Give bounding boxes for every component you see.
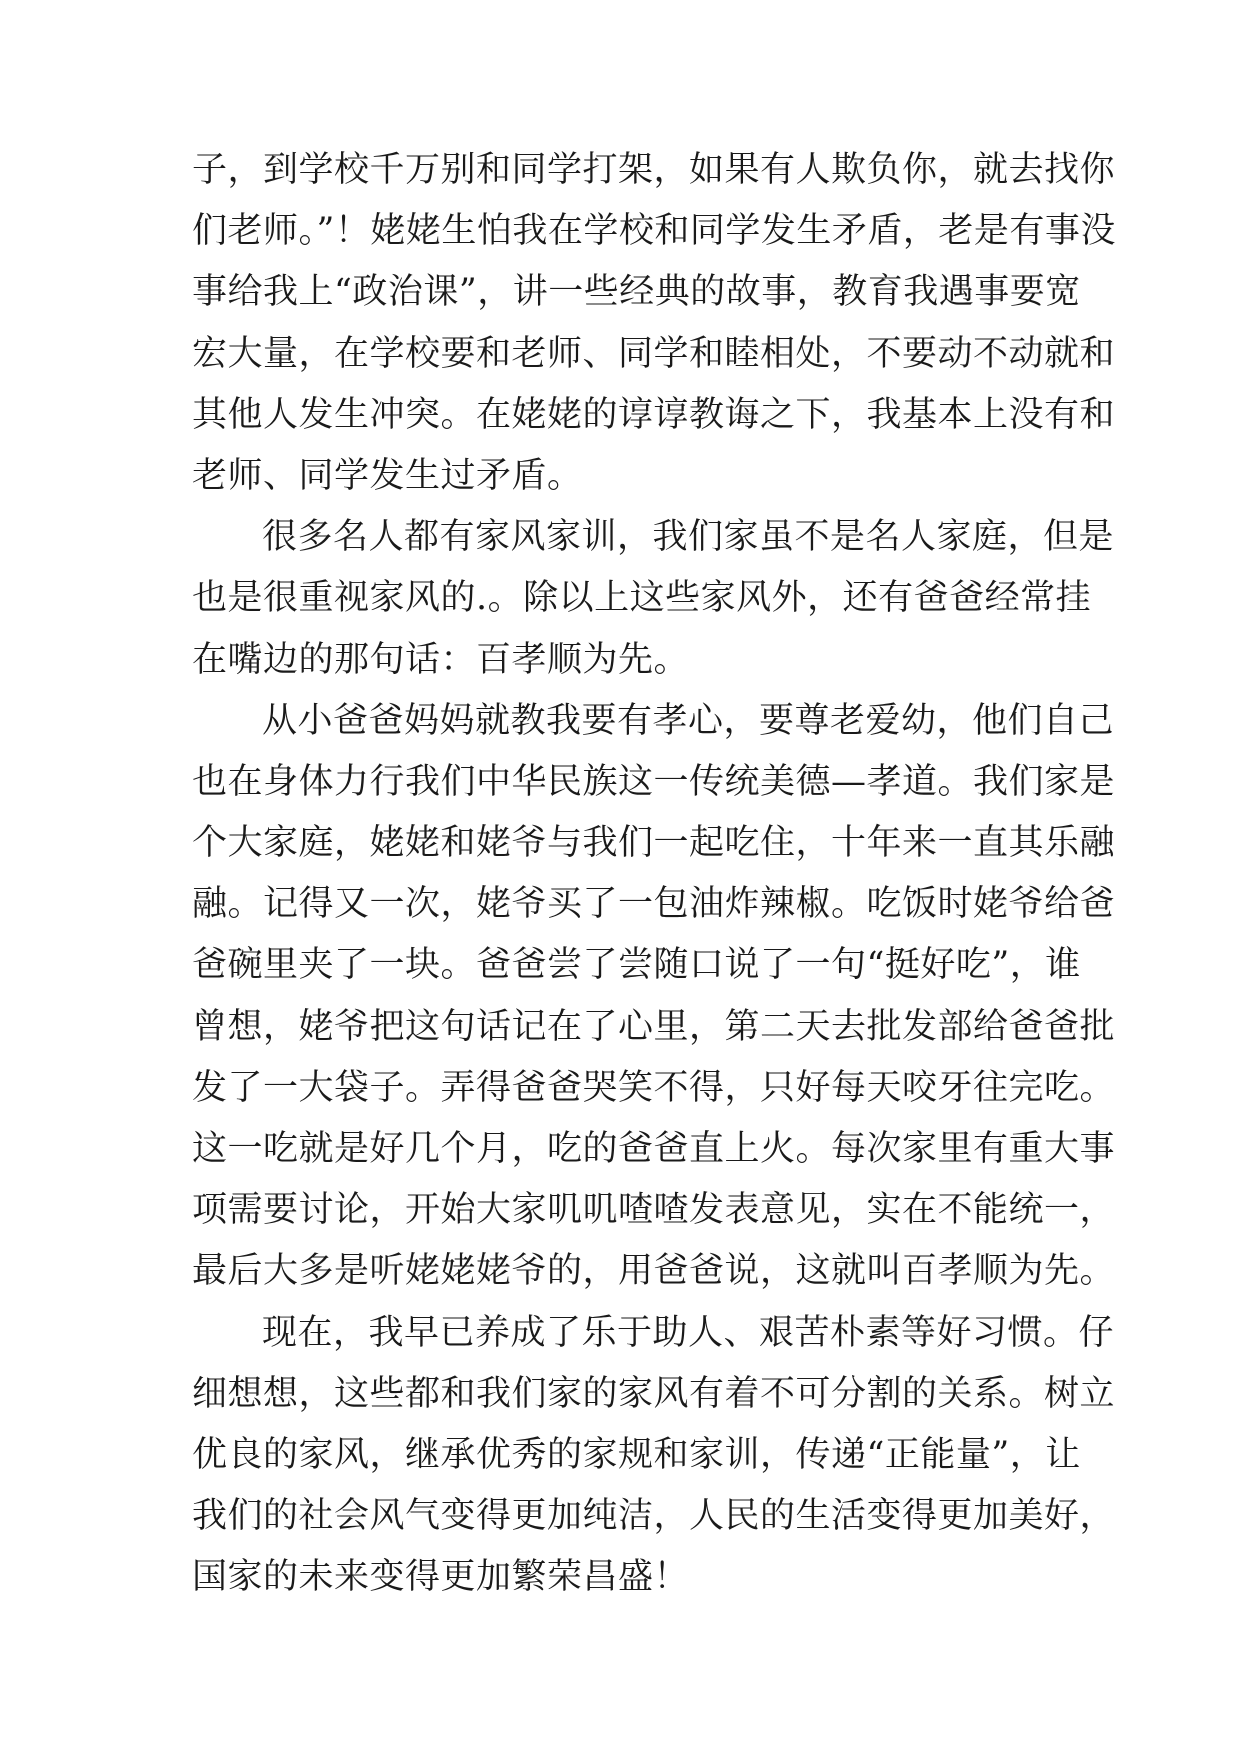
- paragraph: [192, 140, 1116, 507]
- text-line: 融。记得又一次，姥爷买了一包油炸辣椒。吃饭时姥爷给爸: [192, 884, 1116, 925]
- text-line: 子，到学校千万别和同学打架，如果有人欺负你，就去找你: [192, 150, 1116, 190]
- text-line: 也是很重视家风的.。除以上这些家风外，还有爸爸经常挂: [192, 578, 1092, 619]
- text-line: 我们的社会风气变得更加纯洁，人民的生活变得更加美好，: [192, 1496, 1116, 1537]
- body-text: [192, 140, 1116, 1609]
- text-line: 项需要讨论，开始大家叽叽喳喳发表意见，实在不能统一，: [192, 1190, 1116, 1231]
- text-line: 优良的家风，继承优秀的家规和家训，传递“正能量”，让: [192, 1434, 1081, 1475]
- text-line: 曾想，姥爷把这句话记在了心里，第二天去批发部给爸爸批: [192, 1006, 1116, 1047]
- text-line: 也在身体力行我们中华民族这一传统美德—孝道。我们家是: [192, 761, 1116, 802]
- text-line: 们老师。”！姥姥生怕我在学校和同学发生矛盾，老是有事没: [192, 211, 1116, 252]
- text-line: 国家的未来变得更加繁荣昌盛！: [192, 1557, 690, 1598]
- paragraph: [192, 507, 1115, 691]
- text-line: 个大家庭，姥姥和姥爷与我们一起吃住，十年来一直其乐融: [192, 823, 1116, 864]
- text-line: 从小爸爸妈妈就教我要有孝心，要尊老爱幼，他们自己: [262, 700, 1115, 741]
- paragraph: [192, 691, 1116, 1303]
- text-line: 细想想，这些都和我们家的家风有着不可分割的关系。树立: [192, 1373, 1116, 1414]
- text-line: 最后大多是听姥姥姥爷的，用爸爸说，这就叫百孝顺为先。: [192, 1251, 1116, 1292]
- paragraph: [192, 1303, 1116, 1609]
- text-line: 其他人发生冲突。在姥姥的谆谆教诲之下，我基本上没有和: [192, 394, 1116, 435]
- text-line: 老师、同学发生过矛盾。: [192, 455, 583, 496]
- text-line: 现在，我早已养成了乐于助人、艰苦朴素等好习惯。仔: [262, 1312, 1115, 1353]
- text-line: 很多名人都有家风家训，我们家虽不是名人家庭，但是: [262, 517, 1115, 558]
- text-line: 发了一大袋子。弄得爸爸哭笑不得，只好每天咬牙往完吃。: [192, 1067, 1116, 1108]
- text-line: 这一吃就是好几个月，吃的爸爸直上火。每次家里有重大事: [192, 1129, 1116, 1169]
- text-line: 爸碗里夹了一块。爸爸尝了尝随口说了一句“挺好吃”，谁: [192, 945, 1081, 986]
- text-line: 宏大量，在学校要和老师、同学和睦相处，不要动不动就和: [192, 333, 1116, 374]
- text-line: 事给我上“政治课”，讲一些经典的故事，教育我遇事要宽: [192, 272, 1081, 313]
- text-line: 在嘴边的那句话：百孝顺为先。: [192, 639, 690, 680]
